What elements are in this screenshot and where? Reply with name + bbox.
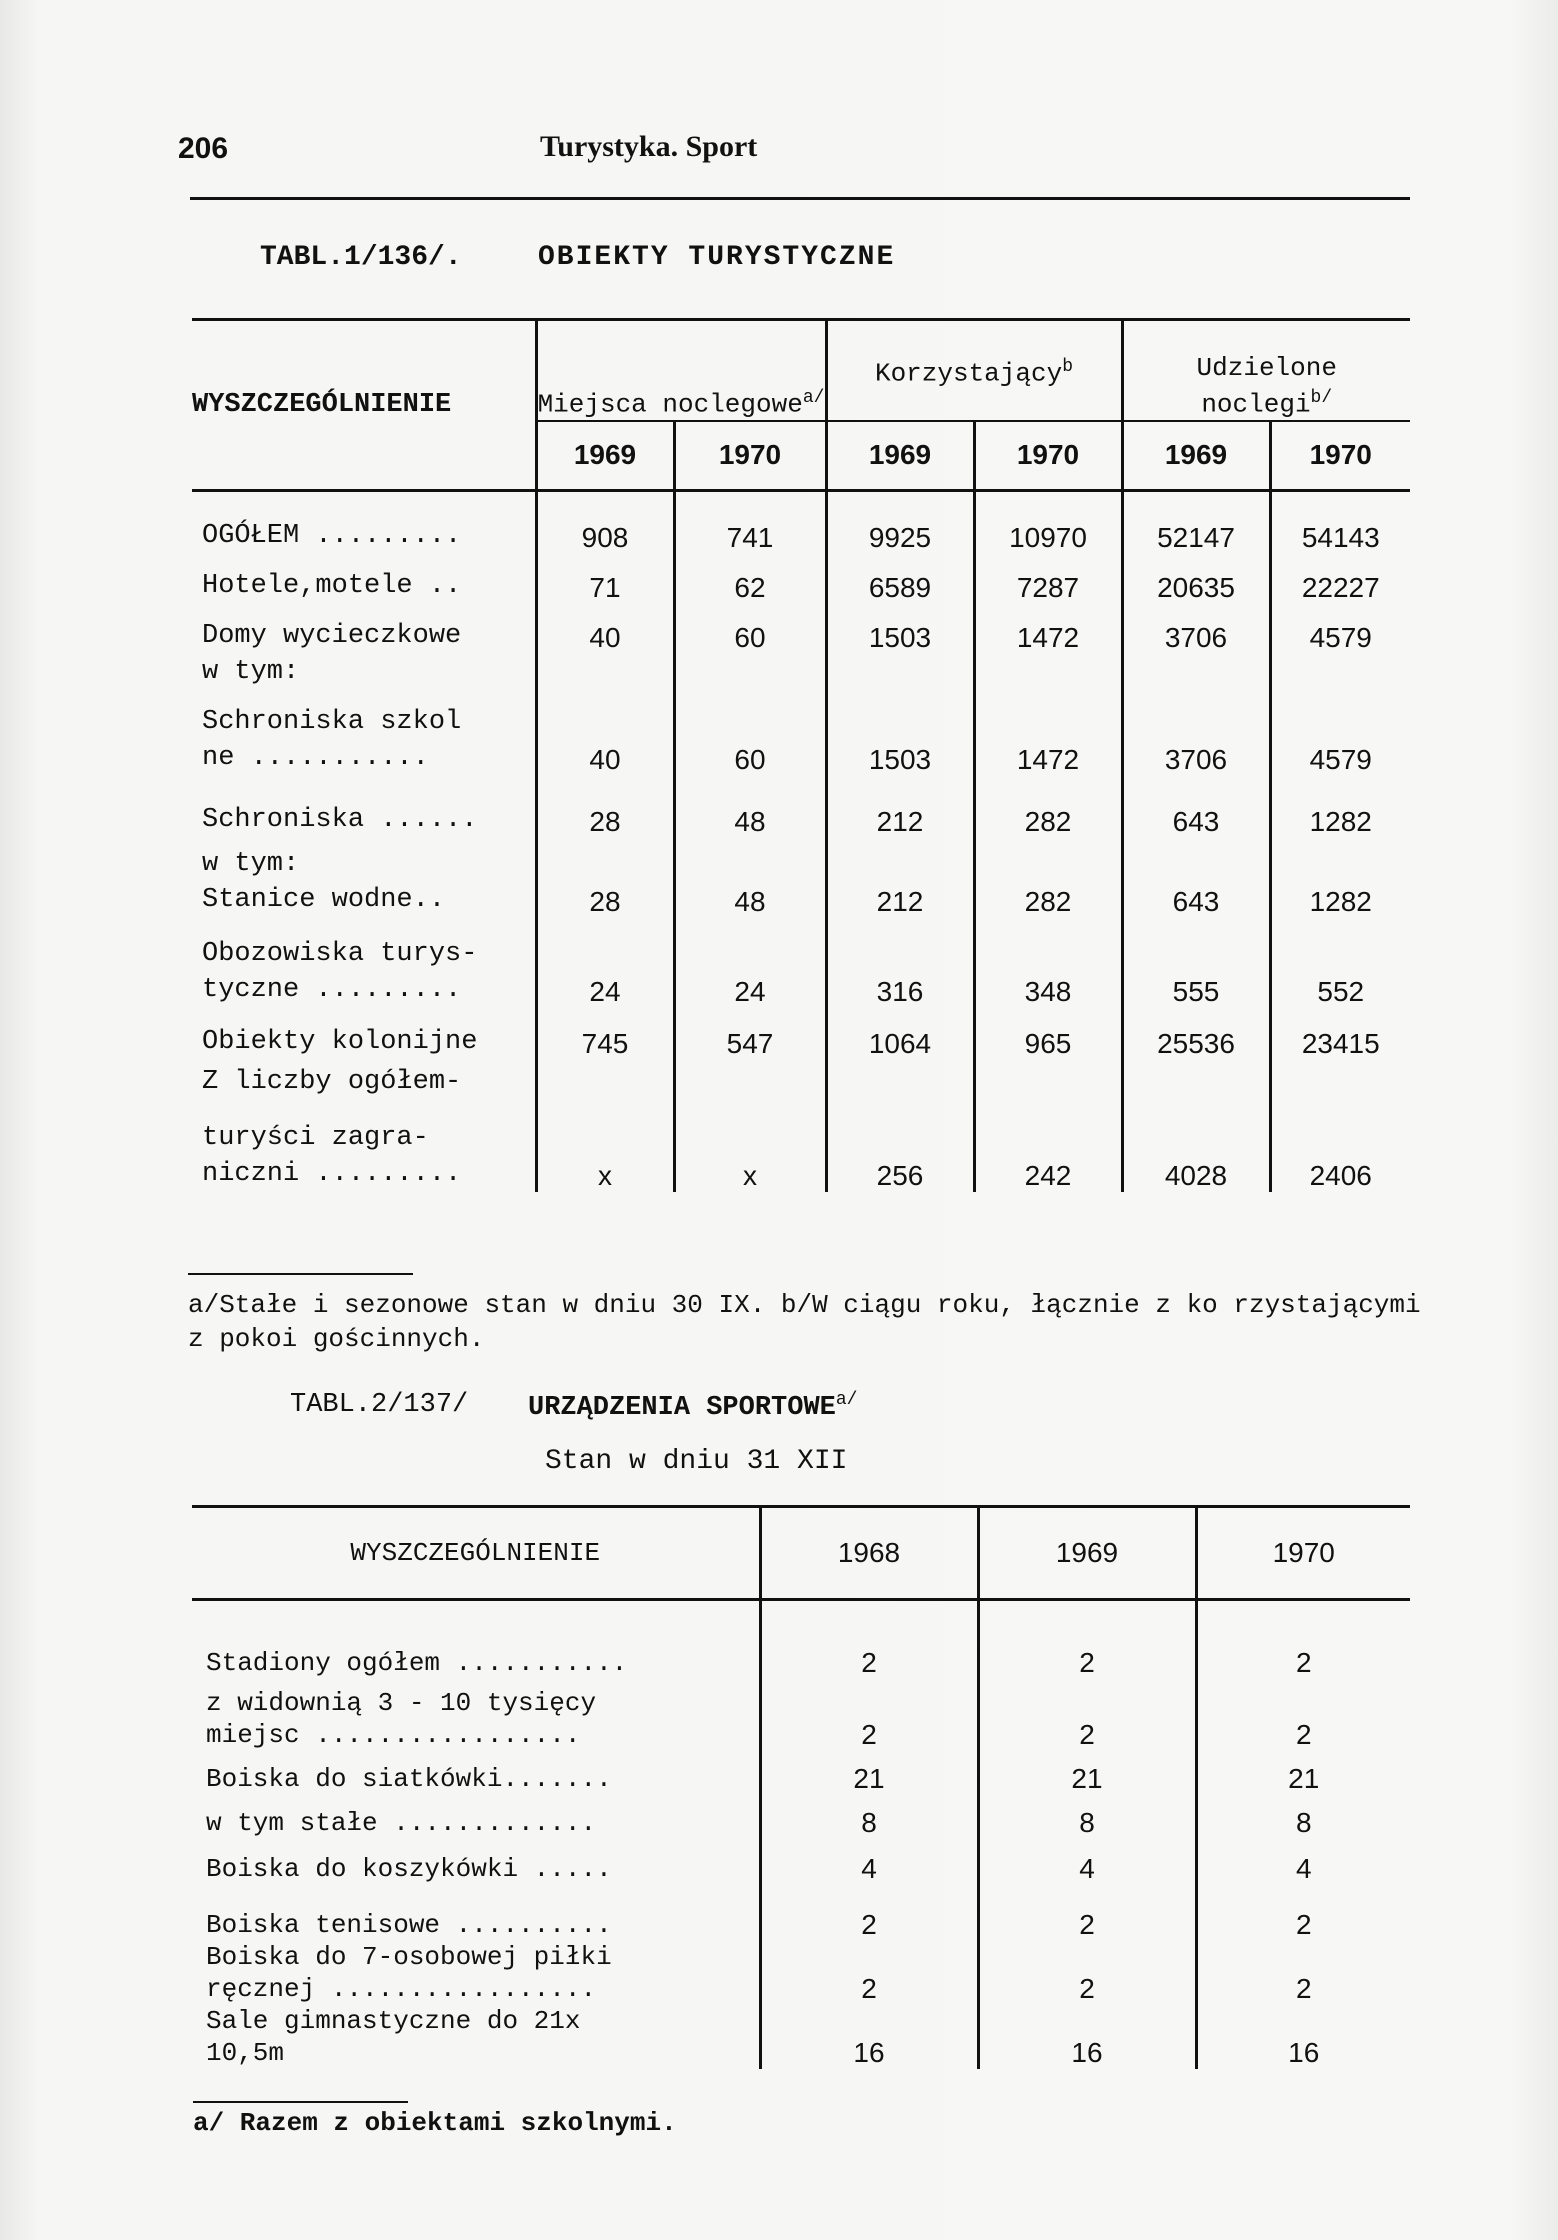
table1-cell: 643 — [1122, 838, 1270, 918]
table1-cell: 40 — [536, 604, 674, 654]
table2-row-label — [192, 1600, 760, 1680]
table1-year: 1970 — [974, 421, 1122, 491]
table2-cell: 8 — [1196, 1795, 1410, 1839]
table2-row — [192, 1751, 1410, 1795]
row-label-line: Boiska tenisowe .......... — [206, 1910, 612, 1940]
table2-row-label — [192, 1679, 760, 1751]
table1-cell — [974, 1060, 1122, 1100]
table2-cell: 2 — [760, 1885, 978, 1941]
table1-cell: 4579 — [1270, 690, 1410, 776]
table1-cell: 1064 — [826, 1008, 974, 1060]
table1-cell: 6589 — [826, 554, 974, 604]
table1-cell — [826, 1060, 974, 1100]
table2-body — [192, 1600, 1410, 2070]
table2-cell: 16 — [978, 2005, 1196, 2069]
table1-cell: 1282 — [1270, 838, 1410, 918]
table1-row — [192, 1008, 1410, 1060]
table1-cell: 54143 — [1270, 491, 1410, 555]
table1 — [192, 318, 1410, 1192]
row-label-line: ręcznej ................. — [206, 1974, 597, 2004]
row-label-line: miejsc ................. — [206, 1720, 581, 1750]
table2-cell: 2 — [978, 1679, 1196, 1751]
table1-label: TABL.1/136/. — [260, 242, 462, 273]
row-label-line: w tym: — [202, 849, 300, 879]
row-label-line: Stadiony ogółem ........... — [206, 1648, 628, 1678]
table1-cell: 9925 — [826, 491, 974, 555]
table1-cell: 745 — [536, 1008, 674, 1060]
table1-cell: 60 — [674, 604, 826, 654]
table1-group-mark: b/ — [1310, 387, 1333, 408]
table2-row — [192, 1839, 1410, 1885]
table1-cell: 282 — [974, 776, 1122, 838]
table2-header-row — [192, 1507, 1410, 1600]
table1-cell: 965 — [974, 1008, 1122, 1060]
table2-row — [192, 1679, 1410, 1751]
table1-stub-header-text: WYSZCZEGÓLNIENIE — [192, 390, 452, 420]
table1-cell: 28 — [536, 838, 674, 918]
table1-row-label — [192, 690, 536, 776]
table1-cell: 2406 — [1270, 1100, 1410, 1192]
table1-row — [192, 1100, 1410, 1192]
row-label-line: turyści zagra- — [202, 1123, 429, 1153]
table2-title-text: URZĄDZENIA SPORTOWE — [528, 1393, 836, 1423]
table1-cell: 60 — [674, 690, 826, 776]
table1-cell: 555 — [1122, 918, 1270, 1008]
row-label-line: Schroniska szkol — [202, 707, 462, 737]
table2-cell: 2 — [978, 1885, 1196, 1941]
table2-title-mark: a/ — [835, 1390, 858, 1410]
table2-cell: 2 — [760, 1941, 978, 2005]
row-label-line: niczni ......... — [202, 1159, 462, 1189]
page-number: 206 — [178, 132, 229, 165]
table1-cell: 25536 — [1122, 1008, 1270, 1060]
table1-group-miejsca — [536, 320, 826, 421]
table2-cell: 4 — [978, 1839, 1196, 1885]
table1-cell: 28 — [536, 776, 674, 838]
table1-cell: 4028 — [1122, 1100, 1270, 1192]
table2-cell: 21 — [978, 1751, 1196, 1795]
table1-row — [192, 654, 1410, 690]
table1-row-label — [192, 604, 536, 654]
header-rule — [190, 197, 1410, 200]
table1-cell: 908 — [536, 491, 674, 555]
table1-cell: 10970 — [974, 491, 1122, 555]
table1-cell: 3706 — [1122, 690, 1270, 776]
table2-year: 1970 — [1196, 1507, 1410, 1600]
table2-cell: 21 — [1196, 1751, 1410, 1795]
table1-group-label: Korzystający — [874, 358, 1063, 389]
table2-row — [192, 1885, 1410, 1941]
row-label-line: Boiska do koszykówki ..... — [206, 1854, 612, 1884]
table1-row — [192, 604, 1410, 654]
table2-row-label — [192, 2005, 760, 2069]
table1-cell — [1122, 654, 1270, 690]
table1-cell: 1503 — [826, 690, 974, 776]
table1-group-label: Miejsca noclegowe — [537, 389, 803, 420]
table1-group-mark: b — [1062, 356, 1074, 377]
row-label-line: ne ........... — [202, 743, 429, 773]
table1-cell: 1282 — [1270, 776, 1410, 838]
table2-title — [528, 1390, 857, 1423]
row-label-line: Boiska do siatkówki....... — [206, 1764, 612, 1794]
table2-cell: 2 — [760, 1600, 978, 1680]
table1-row-label — [192, 918, 536, 1008]
table2-row — [192, 1795, 1410, 1839]
table2-cell: 4 — [760, 1839, 978, 1885]
table1-row-label — [192, 654, 536, 690]
table1-group-header-row — [192, 320, 1410, 421]
row-label-line: Boiska do 7-osobowej piłki — [206, 1942, 612, 1972]
table1-row — [192, 838, 1410, 918]
table1-row-label — [192, 838, 536, 918]
table1-year: 1970 — [674, 421, 826, 491]
table1-title: OBIEKTY TURYSTYCZNE — [538, 242, 896, 273]
table2-row-label — [192, 1941, 760, 2005]
table2-cell: 2 — [1196, 1679, 1410, 1751]
table1-group-label: Udzielone noclegi — [1196, 352, 1337, 420]
table1-cell — [1270, 1060, 1410, 1100]
table1-row-label — [192, 554, 536, 604]
table2-row — [192, 1600, 1410, 1680]
table1-cell: 741 — [674, 491, 826, 555]
table1-cell: 316 — [826, 918, 974, 1008]
table1-cell — [826, 654, 974, 690]
table2-label: TABL.2/137/ — [290, 1390, 469, 1420]
table2-cell: 2 — [978, 1600, 1196, 1680]
table2-cell: 2 — [1196, 1941, 1410, 2005]
table1-cell: 3706 — [1122, 604, 1270, 654]
table2-year: 1969 — [978, 1507, 1196, 1600]
table1-cell — [674, 1060, 826, 1100]
running-title: Turystyka. Sport — [540, 130, 758, 163]
table1-cell: 643 — [1122, 776, 1270, 838]
table1-cell — [536, 1060, 674, 1100]
table1-cell: 1472 — [974, 690, 1122, 776]
table1-cell: 282 — [974, 838, 1122, 918]
table1-cell: 1472 — [974, 604, 1122, 654]
table2-subtitle: Stan w dniu 31 XII — [545, 1446, 848, 1477]
table1-cell: 40 — [536, 690, 674, 776]
row-label-line: 10,5m — [206, 2038, 285, 2068]
table1-footnote: a/Stałe i sezonowe stan w dniu 30 IX. b/W ciągu roku, łącznie z ko rzystającymi z pokoi gościnnych. — [188, 1290, 1421, 1354]
row-label-line: z widownią 3 - 10 tysięcy — [206, 1688, 597, 1718]
table1-cell: 348 — [974, 918, 1122, 1008]
row-label-line: Z liczby ogółem- — [202, 1067, 462, 1097]
table2-cell: 16 — [1196, 2005, 1410, 2069]
table2-footnote: a/ Razem z obiektami szkolnymi. — [193, 2108, 677, 2138]
table1-group-noclegi — [1122, 320, 1410, 421]
table2-cell: 2 — [760, 1679, 978, 1751]
table1-row-label — [192, 1100, 536, 1192]
table2-row — [192, 1941, 1410, 2005]
table1-cell: x — [536, 1100, 674, 1192]
table1-cell: 48 — [674, 776, 826, 838]
row-label-line: Obiekty kolonijne — [202, 1027, 478, 1057]
table1-cell: 212 — [826, 776, 974, 838]
table1-cell: 52147 — [1122, 491, 1270, 555]
table1-row-label — [192, 1008, 536, 1060]
row-label-line: w tym: — [202, 657, 300, 687]
table1-cell: 24 — [674, 918, 826, 1008]
table2-row — [192, 2005, 1410, 2069]
table1-cell — [536, 654, 674, 690]
table2-cell: 2 — [1196, 1885, 1410, 1941]
table1-stub-header — [192, 320, 536, 491]
table1-row — [192, 1060, 1410, 1100]
table2-cell: 2 — [978, 1941, 1196, 2005]
table2-cell: 16 — [760, 2005, 978, 2069]
footnote-rule — [188, 1273, 413, 1275]
table1-cell: 212 — [826, 838, 974, 918]
table1-cell — [1122, 1060, 1270, 1100]
table2-row-label — [192, 1795, 760, 1839]
row-label-line: w tym stałe ............. — [206, 1808, 597, 1838]
table1-row — [192, 776, 1410, 838]
row-label-line: Stanice wodne.. — [202, 885, 446, 915]
table1-row-label — [192, 1060, 536, 1100]
row-label-line: Sale gimnastyczne do 21x — [206, 2006, 581, 2036]
table1-cell: 71 — [536, 554, 674, 604]
table1-cell: 20635 — [1122, 554, 1270, 604]
row-label-line: tyczne ......... — [202, 975, 462, 1005]
table1-cell: 7287 — [974, 554, 1122, 604]
table2-row-label — [192, 1751, 760, 1795]
table1-cell: x — [674, 1100, 826, 1192]
row-label-line: Schroniska ...... — [202, 805, 478, 835]
table1-year: 1969 — [826, 421, 974, 491]
table1-cell: 256 — [826, 1100, 974, 1192]
row-label-line: Hotele,motele .. — [202, 571, 462, 601]
footnote2-rule — [193, 2101, 408, 2103]
table2-cell: 4 — [1196, 1839, 1410, 1885]
table1-cell: 23415 — [1270, 1008, 1410, 1060]
table1-row — [192, 491, 1410, 555]
table1-cell — [974, 654, 1122, 690]
table1-cell: 242 — [974, 1100, 1122, 1192]
table2-stub-header: WYSZCZEGÓLNIENIE — [192, 1507, 760, 1600]
row-label-line: Domy wycieczkowe — [202, 621, 462, 651]
table1-row-label — [192, 491, 536, 555]
table2-cell: 2 — [1196, 1600, 1410, 1680]
table2-year: 1968 — [760, 1507, 978, 1600]
table1-group-korzystajacy — [826, 320, 1122, 421]
table1-cell: 48 — [674, 838, 826, 918]
table1-row — [192, 690, 1410, 776]
table1-row — [192, 918, 1410, 1008]
table1-cell: 24 — [536, 918, 674, 1008]
table1-group-mark: a/ — [802, 387, 825, 408]
table1-year: 1969 — [536, 421, 674, 491]
table2-row-label — [192, 1839, 760, 1885]
table1-cell: 552 — [1270, 918, 1410, 1008]
table1-cell: 4579 — [1270, 604, 1410, 654]
table2-cell: 8 — [760, 1795, 978, 1839]
table2-cell: 21 — [760, 1751, 978, 1795]
table2 — [192, 1505, 1410, 2069]
table1-cell — [1270, 654, 1410, 690]
table1-cell — [674, 654, 826, 690]
row-label-line: OGÓŁEM ......... — [202, 521, 462, 551]
table1-body — [192, 491, 1410, 1193]
table1-cell: 62 — [674, 554, 826, 604]
table1-cell: 1503 — [826, 604, 974, 654]
table1-row — [192, 554, 1410, 604]
table2-row-label — [192, 1885, 760, 1941]
table1-cell: 22227 — [1270, 554, 1410, 604]
table1-cell: 547 — [674, 1008, 826, 1060]
table1-year: 1969 — [1122, 421, 1270, 491]
row-label-line: Obozowiska turys- — [202, 939, 478, 969]
table1-row-label — [192, 776, 536, 838]
table1-year: 1970 — [1270, 421, 1410, 491]
table2-cell: 8 — [978, 1795, 1196, 1839]
